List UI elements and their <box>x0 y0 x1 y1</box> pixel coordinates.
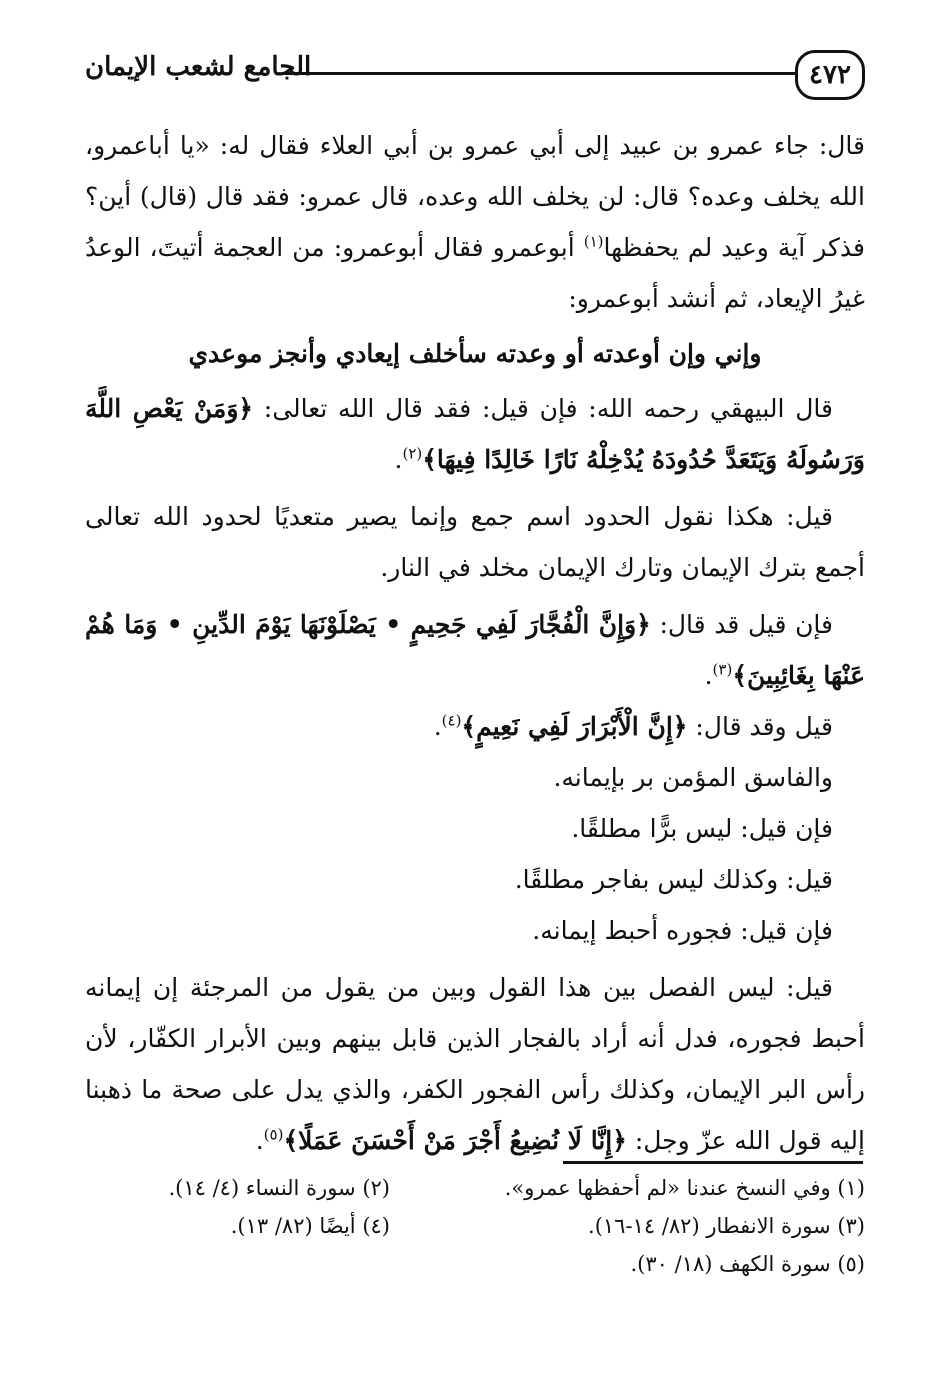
quran-quote-1: ﴿وَمَنْ يَعْصِ اللَّهَ وَرَسُولَهُ وَيَتَعَدَّ حُدُودَهُ يُدْخِلْهُ نَارًا خَالِدًا فِيهَا﴾ <box>85 394 865 474</box>
paragraph-4-end: . <box>704 661 713 690</box>
paragraph-2-end: . <box>394 445 403 474</box>
footnote-ref-4: (٤) <box>441 711 462 730</box>
paragraph-7: فإن قيل: ليس برًّا مطلقًا. <box>571 814 833 843</box>
quran-quote-2: ﴿وَإِنَّ الْفُجَّارَ لَفِي جَحِيمٍ • يَصْلَوْنَهَا يَوْمَ الدِّينِ • وَمَا هُمْ عَنْهَا بِغَائِبِينَ﴾ <box>85 610 865 690</box>
paragraph-1 <box>85 120 865 324</box>
paragraph-3: قيل: هكذا نقول الحدود اسم جمع وإنما يصير متعديًا لحدود الله تعالى أجمع بترك الإيمان وتارك الإيمان مخلد في النار. <box>85 502 865 582</box>
quran-quote-3: ﴿إِنَّ الْأَبْرَارَ لَفِي نَعِيمٍ﴾ <box>461 712 688 741</box>
footnote-1: (١) وفي النسخ عندنا «لم أحفظها عمرو». <box>504 1176 865 1200</box>
paragraph-1-text-b: أبوعمرو فقال أبوعمرو: من العجمة أتيتَ، الوعدُ غيرُ الإيعاد، ثم أنشد أبوعمرو: <box>85 233 865 313</box>
paragraph-10-text: قيل: ليس الفصل بين هذا القول وبين من يقول من المرجئة إن إيمانه أحبط فجوره، فدل أنه أراد بالفجار الذين قابل بينهم وبين الأبرار الكفّار، لأن رأس البر الإيمان، وكذلك رأس الفجور الكفر، والذي يدل على صحة ما ذهبنا إليه قول الله عزّ وجل: <box>85 973 865 1155</box>
page-header <box>85 50 865 106</box>
main-text <box>85 120 865 1166</box>
footnote-separator <box>563 1161 863 1164</box>
footnote-ref-1: (١) <box>583 232 604 251</box>
paragraph-5-text: قيل وقد قال: <box>687 712 833 741</box>
footnote-ref-5: (٥) <box>263 1125 284 1144</box>
paragraph-10-end: . <box>255 1126 264 1155</box>
paragraph-5 <box>85 701 865 752</box>
running-title: الجامع لشعب الإيمان <box>85 52 312 82</box>
paragraph-5-end: . <box>433 712 442 741</box>
footnotes <box>85 1176 865 1296</box>
paragraph-4-text: فإن قيل قد قال: <box>650 610 833 639</box>
page-number: ٤٧٢ <box>795 50 865 100</box>
footnote-ref-2: (٢) <box>402 444 423 463</box>
header-rule <box>285 72 799 75</box>
footnote-3: (٣) سورة الانفطار (٨٢/ ١٤-١٦). <box>588 1214 865 1238</box>
paragraph-9: فإن قيل: فجوره أحبط إيمانه. <box>532 916 833 945</box>
footnote-5: (٥) سورة الكهف (١٨/ ٣٠). <box>630 1252 865 1276</box>
paragraph-2-text: قال البيهقي رحمه الله: فإن قيل: فقد قال الله تعالى: <box>253 394 833 423</box>
poetry-verse: وإني وإن أوعدته أو وعدته سأخلف إيعادي وأنجز موعدي <box>188 339 762 368</box>
footnote-ref-3: (٣) <box>712 660 733 679</box>
paragraph-4 <box>85 599 865 701</box>
footnote-4: (٤) أيضًا (٨٢/ ١٣). <box>230 1214 390 1238</box>
quran-quote-4: ﴿إِنَّا لَا نُضِيعُ أَجْرَ مَنْ أَحْسَنَ عَمَلًا﴾ <box>283 1126 627 1155</box>
footnote-2: (٢) سورة النساء (٤/ ١٤). <box>168 1176 390 1200</box>
paragraph-6: والفاسق المؤمن بر بإيمانه. <box>553 763 833 792</box>
paragraph-10 <box>85 962 865 1166</box>
paragraph-2 <box>85 383 865 485</box>
paragraph-8: قيل: وكذلك ليس بفاجر مطلقًا. <box>514 865 833 894</box>
paragraph-1-text-a: قال: جاء عمرو بن عبيد إلى أبي عمرو بن أبي العلاء فقال له: «يا أباعمرو، الله يخلف وعده؟ قال: لن يخلف الله وعده، قال عمرو: فقد قال (قال) أين؟ فذكر آية وعيد لم يحفظها <box>85 131 865 262</box>
